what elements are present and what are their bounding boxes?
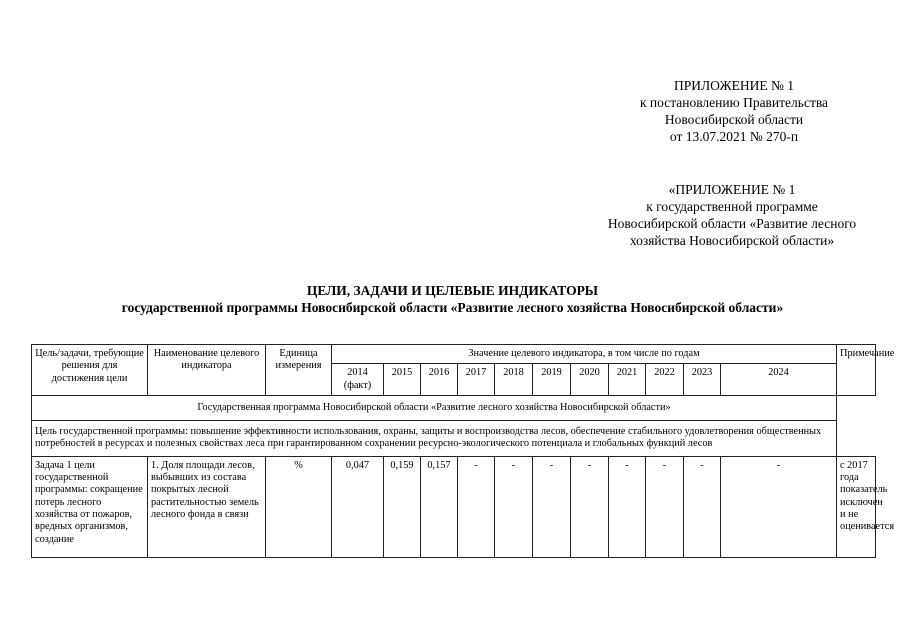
header-note: Примечание [837,345,876,396]
table-row [32,456,876,557]
appendix-resolution-block [620,77,848,145]
year-cell: 2022 [646,364,684,396]
value-cell: 0,157 [421,456,458,557]
value-cell: 0,047 [332,456,384,557]
year-cell: 2024 [721,364,837,396]
value-cell: - [571,456,609,557]
year-cell: 2014 (факт) [332,364,384,396]
value-cell: - [684,456,721,557]
table-header-row [32,345,876,364]
appendix-line: «ПРИЛОЖЕНИЕ № 1 [668,182,796,197]
year-cell: 2020 [571,364,609,396]
indicator-cell: 1. Доля площади лесов, выбывших из состава покрытых лесной растительностью земель лесного фонда в связи [148,456,266,557]
note-cell: с 2017 года показатель исключен и не оценивается [837,456,876,557]
goal-row [32,421,876,457]
appendix-line: Новосибирской области [664,112,804,127]
header-values: Значение целевого индикатора, в том числе по годам [332,345,837,364]
program-goal-cell: Цель государственной программы: повышение эффективности использования, охраны, защиты и воспроизводства лесов, обеспечение стабильного удовлетворения общественных потребностей в ресурсах и полезных свойствах леса при гарантированном сохранении ресурсно-экологического потенциала и глобальных функций лесов [32,421,837,457]
task-cell: Задача 1 цели государственной программы: сокращение потерь лесного хозяйства от пожаров, вредных организмов, создание [32,456,148,557]
value-cell: - [495,456,533,557]
program-name-cell: Государственная программа Новосибирской области «Развитие лесного хозяйства Новосибирской области» [32,395,837,420]
year-cell: 2018 [495,364,533,396]
program-row [32,395,876,420]
appendix-program-block [582,181,882,249]
header-indicator: Наименование целевого индикатора [148,345,266,396]
appendix-line: ПРИЛОЖЕНИЕ № 1 [673,78,795,93]
year-cell: 2021 [609,364,646,396]
header-unit: Единица измерения [266,345,332,396]
document-title [0,282,905,316]
value-cell: - [646,456,684,557]
year-cell: 2016 [421,364,458,396]
indicators-table [31,344,895,558]
value-cell: - [721,456,837,557]
appendix-line: Новосибирской области «Развитие лесного [607,216,857,231]
unit-cell: % [266,456,332,557]
year-cell: 2015 [384,364,421,396]
value-cell: - [458,456,495,557]
year-cell: 2019 [533,364,571,396]
title-line-2: государственной программы Новосибирской области «Развитие лесного хозяйства Новосибирской области» [121,300,784,315]
value-cell: - [533,456,571,557]
year-cell: 2017 [458,364,495,396]
appendix-line: хозяйства Новосибирской области» [629,233,835,248]
title-line-1: ЦЕЛИ, ЗАДАЧИ И ЦЕЛЕВЫЕ ИНДИКАТОРЫ [306,283,599,298]
appendix-line: от 13.07.2021 № 270-п [669,129,799,144]
appendix-line: к государственной программе [646,199,818,214]
year-cell: 2023 [684,364,721,396]
value-cell: - [609,456,646,557]
value-cell: 0,159 [384,456,421,557]
appendix-line: к постановлению Правительства [639,95,829,110]
header-goal: Цель/задачи, требующие решения для достижения цели [32,345,148,396]
